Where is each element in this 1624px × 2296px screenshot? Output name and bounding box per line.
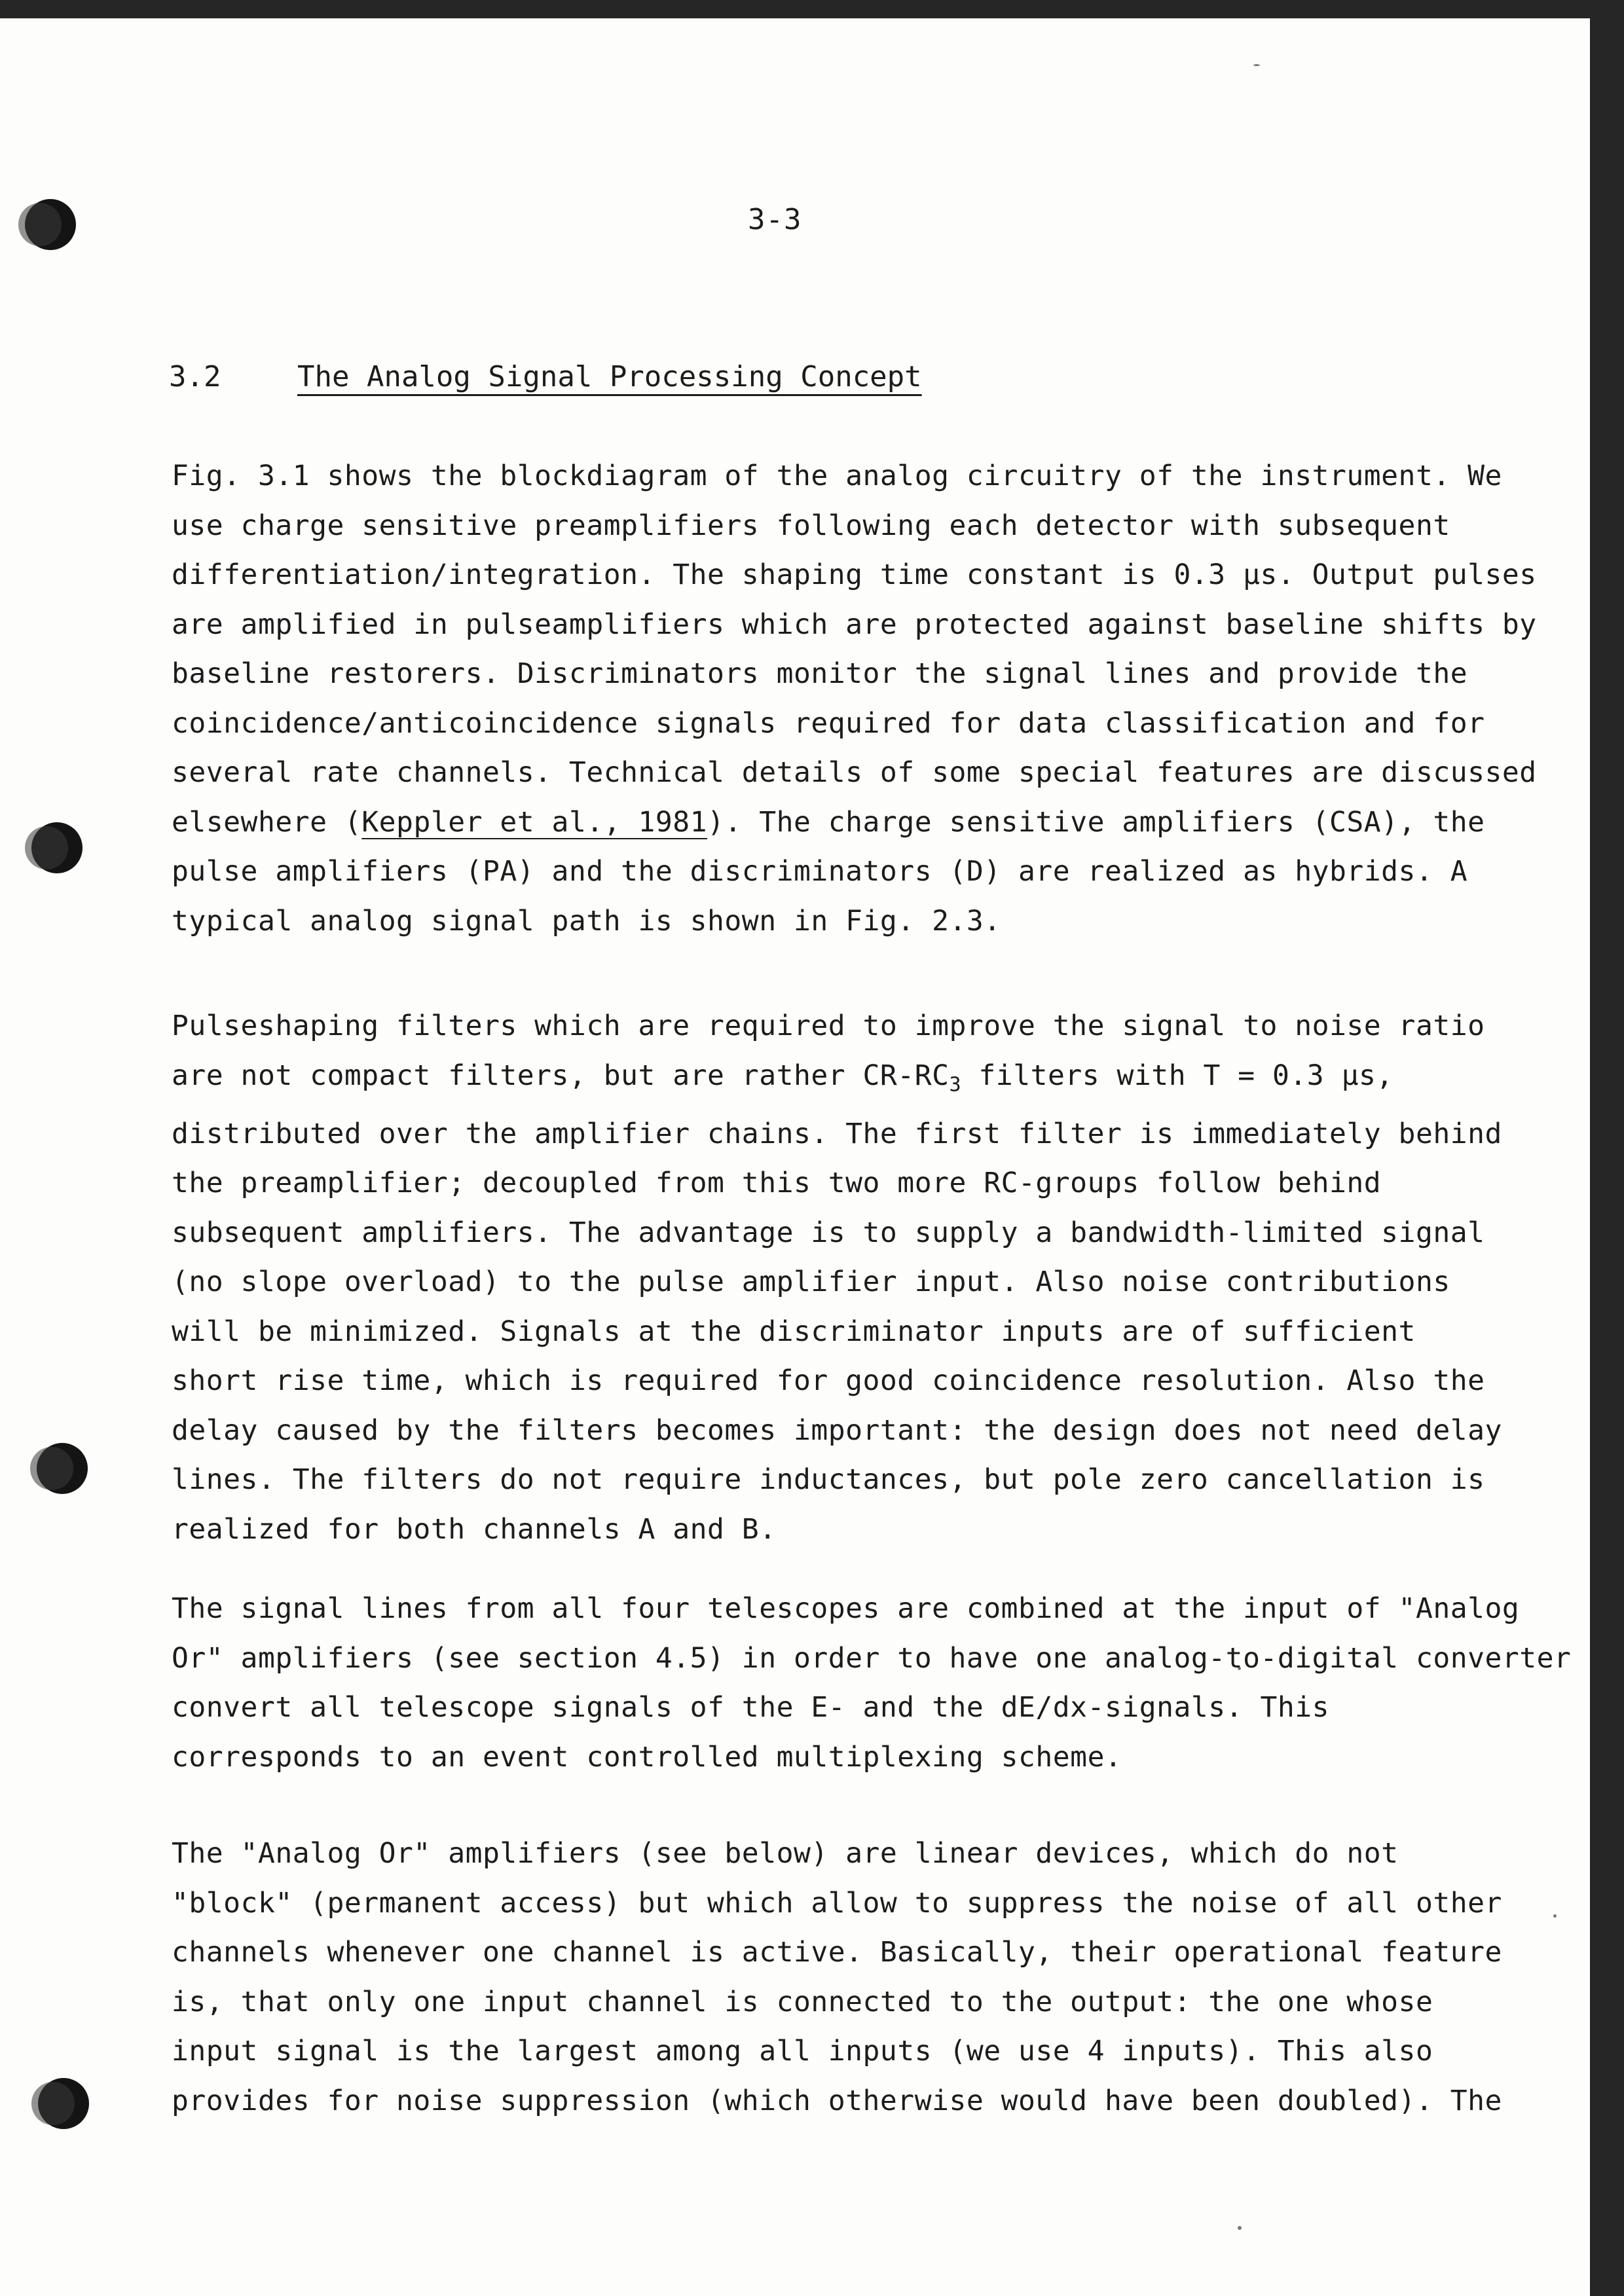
- text-line: are amplified in pulseamplifiers which are protected against baseline shifts by: [172, 608, 1537, 641]
- text-line: input signal is the largest among all inputs (we use 4 inputs). This also: [172, 2035, 1433, 2068]
- section-number: 3.2: [169, 360, 221, 393]
- scan-speck: [1238, 2226, 1242, 2230]
- text-fragment: are not compact filters, but are rather CR-RC: [172, 1059, 950, 1092]
- text-line: distributed over the amplifier chains. The first filter is immediately behind: [172, 1117, 1502, 1150]
- section-title: The Analog Signal Processing Concept: [297, 360, 922, 393]
- text-line: [172, 798, 1534, 848]
- text-fragment: elsewhere (: [172, 805, 362, 839]
- text-line: baseline restorers. Discriminators monitor the signal lines and provide the: [172, 657, 1468, 690]
- scan-speck: [1553, 1914, 1557, 1918]
- text-line: the preamplifier; decoupled from this two more RC-groups follow behind: [172, 1167, 1382, 1200]
- text-line: Fig. 3.1 shows the blockdiagram of the analog circuitry of the instrument. We: [172, 460, 1502, 492]
- text-line: differentiation/integration. The shaping time constant is 0.3 µs. Output pulses: [172, 558, 1537, 591]
- punch-hole: [25, 199, 76, 250]
- text-line: corresponds to an event controlled multiplexing scheme.: [172, 1740, 1122, 1774]
- text-line: realized for both channels A and B.: [172, 1512, 777, 1546]
- text-line: use charge sensitive preamplifiers following each detector with subsequent: [172, 509, 1450, 542]
- text-fragment: filters with T = 0.3 µs,: [961, 1059, 1393, 1092]
- text-line: Or" amplifiers (see section 4.5) in order to have one analog-to-digital converter: [172, 1641, 1572, 1675]
- subscript: 3: [949, 1073, 962, 1097]
- text-line: will be minimized. Signals at the discriminator inputs are of sufficient: [172, 1315, 1416, 1348]
- text-line: The "Analog Or" amplifiers (see below) are linear devices, which do not: [172, 1837, 1399, 1870]
- punch-hole: [38, 2078, 89, 2129]
- text-line: several rate channels. Technical details of some special features are discussed: [172, 756, 1537, 789]
- scan-speck: [1253, 64, 1260, 66]
- page-number: 3-3: [748, 203, 802, 236]
- text-line: [172, 1051, 1534, 1110]
- paragraph-4: [172, 1829, 1534, 2126]
- text-line: convert all telescope signals of the E- and the dE/dx-signals. This: [172, 1691, 1330, 1724]
- text-line: is, that only one input channel is connected to the output: the one whose: [172, 1985, 1433, 2018]
- text-line: Pulseshaping filters which are required to improve the signal to noise ratio: [172, 1010, 1485, 1042]
- text-line: pulse amplifiers (PA) and the discriminators (D) are realized as hybrids. A: [172, 855, 1468, 888]
- section-heading: [169, 360, 922, 393]
- text-line: "block" (permanent access) but which allow to suppress the noise of all other: [172, 1886, 1502, 1920]
- text-line: short rise time, which is required for good coincidence resolution. Also the: [172, 1364, 1485, 1398]
- text-line: coincidence/anticoincidence signals required for data classification and for: [172, 706, 1485, 740]
- punch-hole: [37, 1443, 88, 1494]
- text-line: lines. The filters do not require inductances, but pole zero cancellation is: [172, 1463, 1485, 1497]
- text-line: provides for noise suppression (which otherwise would have been doubled). The: [172, 2084, 1502, 2117]
- text-line: delay caused by the filters becomes important: the design does not need delay: [172, 1413, 1502, 1447]
- paper-sheet: [0, 18, 1590, 2296]
- text-line: The signal lines from all four telescopes are combined at the input of "Analog: [172, 1592, 1520, 1625]
- punch-hole: [31, 822, 83, 873]
- text-line: channels whenever one channel is active. Basically, their operational feature: [172, 1936, 1502, 1969]
- paragraph-3: [172, 1584, 1572, 1782]
- paragraph-1: [172, 452, 1537, 946]
- text-fragment: ). The charge sensitive amplifiers (CSA), the: [707, 805, 1485, 839]
- paragraph-2: [172, 1002, 1534, 1554]
- citation-link: Keppler et al., 1981: [361, 805, 708, 839]
- text-line: (no slope overload) to the pulse amplifier input. Also noise contributions: [172, 1266, 1450, 1299]
- text-line: subsequent amplifiers. The advantage is to supply a bandwidth-limited signal: [172, 1216, 1485, 1249]
- text-line: typical analog signal path is shown in Fig. 2.3.: [172, 904, 1001, 938]
